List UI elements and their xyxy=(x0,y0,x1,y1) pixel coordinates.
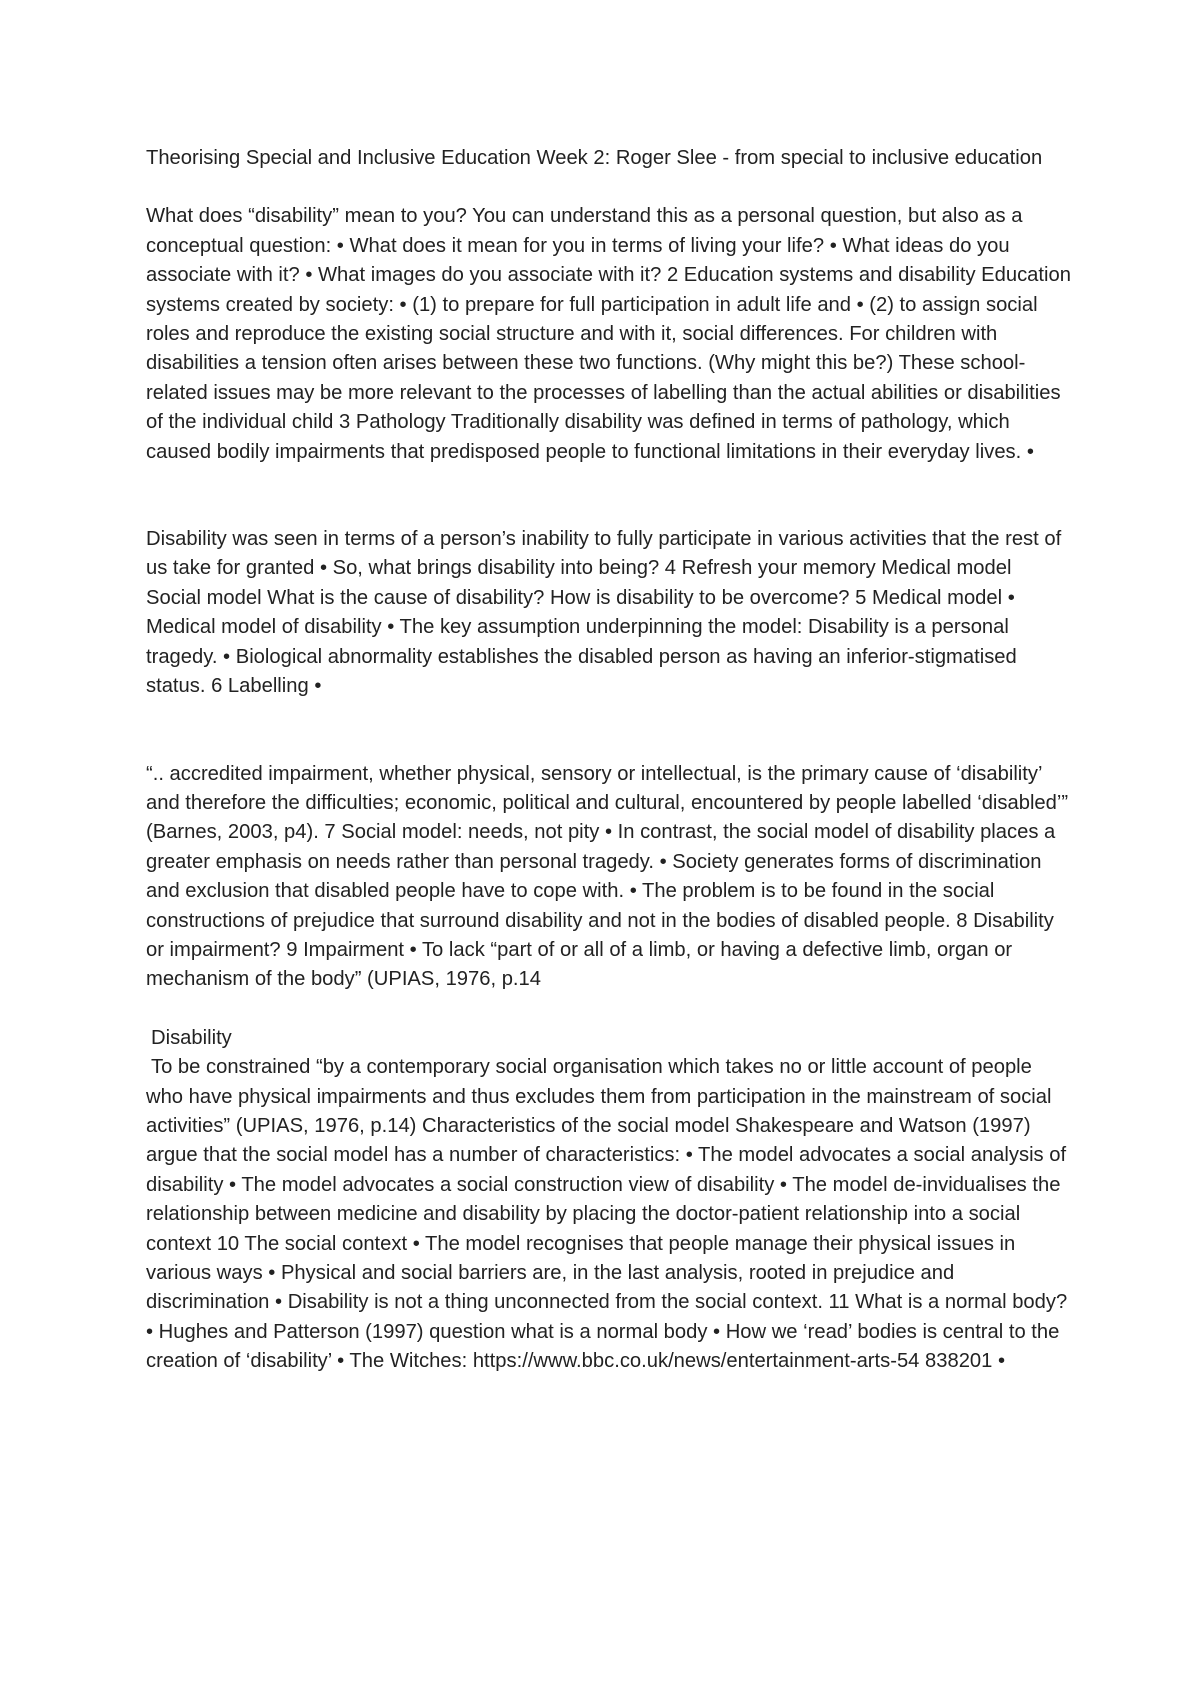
section-disability xyxy=(146,1024,1071,1377)
paragraph-social-model-characteristics: To be constrained “by a contemporary social organisation which takes no or little account of people who have physical impairments and thus excludes them from participation in the mainstream of social activities” (UPIAS, 1976, p.14) Characteristics of the social model Shakespeare and Watson (1997) argue that the social model has a number of characteristics: • The model advocates a social analysis of disability • The model advocates a social construction view of disability • The model de-invidualises the relationship between medicine and disability by placing the doctor-patient relationship into a social context 10 The social context • The model recognises that people manage their physical issues in various ways • Physical and social barriers are, in the last analysis, rooted in prejudice and discrimination • Disability is not a thing unconnected from the social context. 11 What is a normal body? • Hughes and Patterson (1997) question what is a normal body • How we ‘read’ bodies is central to the creation of ‘disability’ • The Witches: https://www.bbc.co.uk/news/entertainment-arts-54 838201 • xyxy=(146,1056,1068,1373)
document-content xyxy=(146,144,1071,1377)
paragraph-social-model: “.. accredited impairment, whether physical, sensory or intellectual, is the primary cause of ‘disability’ and therefore the difficulties; economic, political and cultural, encountered by people labelled ‘disabled’” (Barnes, 2003, p4). 7 Social model: needs, not pity • In contrast, the social model of disability places a greater emphasis on needs rather than personal tragedy. • Society generates forms of discrimination and exclusion that disabled people have to cope with. • The problem is to be found in the social constructions of prejudice that surround disability and not in the bodies of disabled people. 8 Disability or impairment? 9 Impairment • To lack “part of or all of a limb, or having a defective limb, organ or mechanism of the body” (UPIAS, 1976, p.14 xyxy=(146,762,1069,991)
paragraph-disability-meaning: What does “disability” mean to you? You can understand this as a personal question, but also as a conceptual question: • What does it mean for you in terms of living your life? • What ideas do you associate with it? • What images do you associate with it? 2 Education systems and disability Education systems created by society: • (1) to prepare for full participation in adult life and • (2) to assign social roles and reproduce the existing social structure and with it, social differences. For children with disabilities a tension often arises between these two functions. (Why might this be?) These school-related issues may be more relevant to the processes of labelling than the actual abilities or disabilities of the individual child 3 Pathology Traditionally disability was defined in terms of pathology, which caused bodily impairments that predisposed people to functional limitations in their everyday lives. • xyxy=(146,205,1071,463)
section-heading-disability: Disability xyxy=(151,1026,232,1049)
paragraph-medical-model: Disability was seen in terms of a person’s inability to fully participate in various activities that the rest of us take for granted • So, what brings disability into being? 4 Refresh your memory Medical model Social model What is the cause of disability? How is disability to be overcome? 5 Medical model • Medical model of disability • The key assumption underpinning the model: Disability is a personal tragedy. • Biological abnormality establishes the disabled person as having an inferior-stigmatised status. 6 Labelling • xyxy=(146,528,1062,698)
document-title: Theorising Special and Inclusive Education Week 2: Roger Slee - from special to inclusive education xyxy=(146,147,1043,169)
